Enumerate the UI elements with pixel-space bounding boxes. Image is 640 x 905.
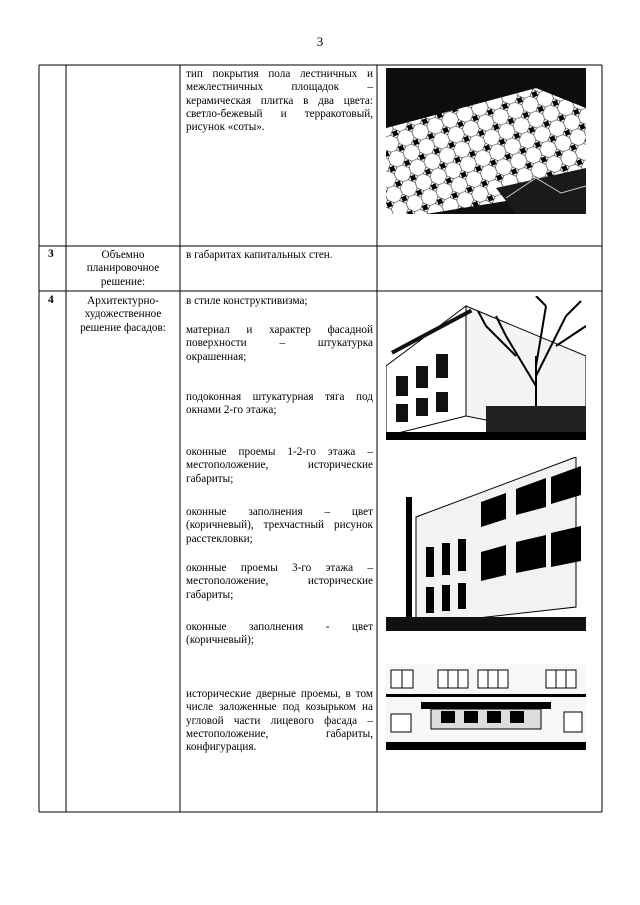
- facade-item-3: подоконная штукатурная тяга под окнами 2-го этажа;: [186, 391, 373, 417]
- row-3-name: Объемно планировочное решение:: [86, 249, 160, 288]
- facade-item-4: оконные проемы 1-2-го этажа – местоположение, исторические габариты;: [186, 446, 373, 485]
- row-3-text: в габаритах капитальных стен.: [186, 249, 333, 261]
- row-3-number: 3: [48, 248, 54, 260]
- floor-tile-photo: [386, 68, 586, 214]
- entrance-canopy-photo: [386, 664, 586, 750]
- facade-item-5: оконные заполнения – цвет (коричневый), трехчастный рисунок расстекловки;: [186, 506, 373, 545]
- facade-item-2: материал и характер фасадной поверхности – штукатурка окрашенная;: [186, 324, 373, 363]
- facade-windows-photo: [386, 457, 586, 631]
- row-4-number: 4: [48, 294, 54, 306]
- facade-item-8: исторические дверные проемы, в том числе заложенные под козырьком на угловой части лицевого фасада – местоположение, габариты, конфигурация.: [186, 688, 373, 754]
- page-number: 3: [316, 34, 324, 49]
- row-1-text: тип покрытия пола лестничных и межлестничных площадок – керамическая плитка в два цвета: светло-бежевый и терракотовый, рисунок «соты».: [186, 68, 373, 134]
- row-4-name: Архитектурно-художественное решение фасадов:: [80, 295, 166, 334]
- facade-item-1: в стиле конструктивизма;: [186, 295, 308, 307]
- facade-item-7: оконные заполнения - цвет (коричневый);: [186, 621, 373, 647]
- building-corner-photo: [386, 296, 586, 440]
- facade-item-6: оконные проемы 3-го этажа – местоположение, исторические габариты;: [186, 562, 373, 601]
